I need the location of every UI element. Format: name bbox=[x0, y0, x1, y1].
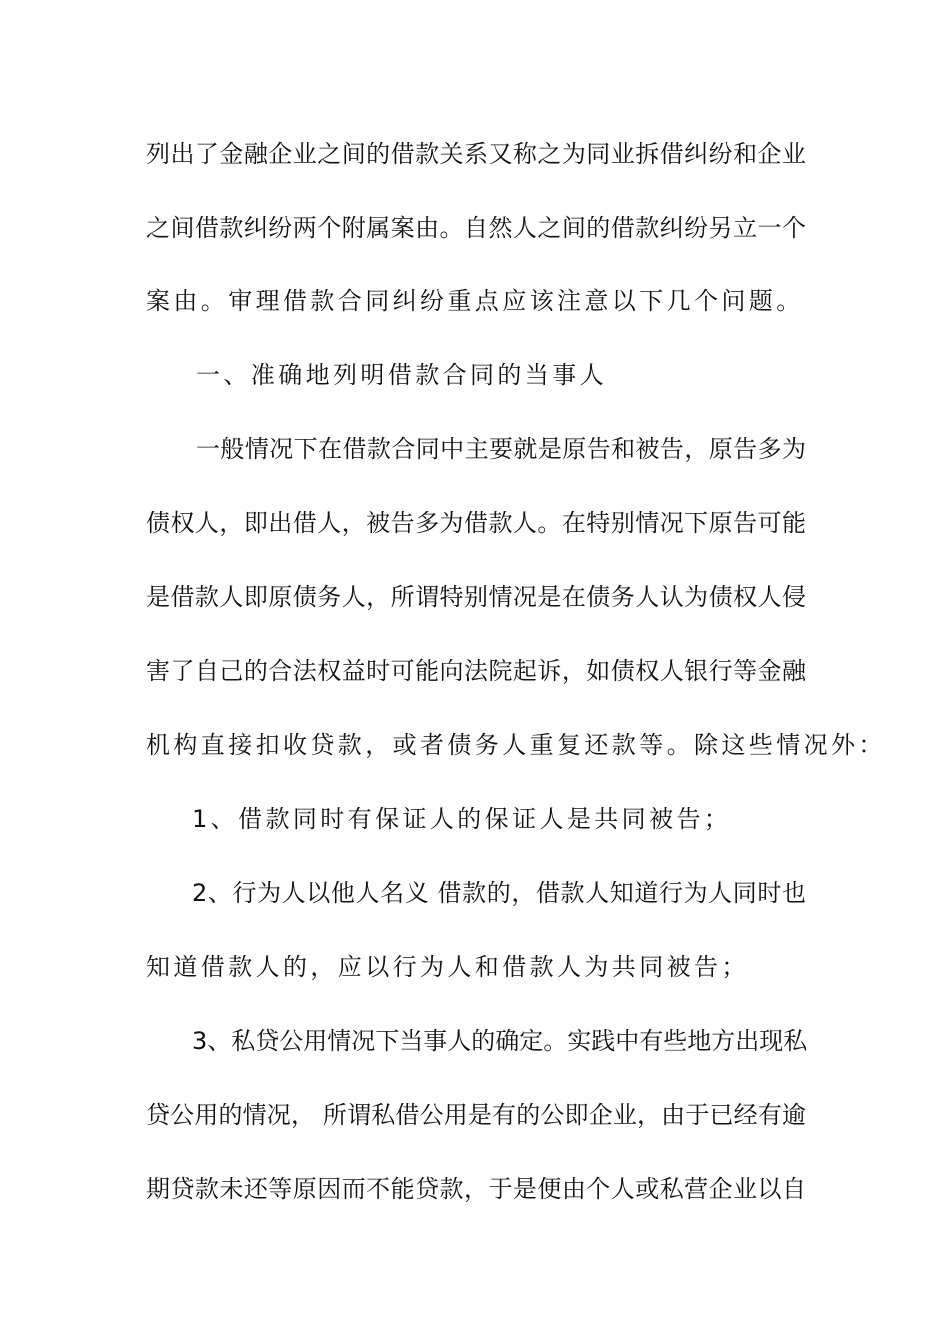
list-item-2: 2、行为人以他人名义 借款的，借款人知道行为人同时也 bbox=[192, 879, 806, 907]
text-line-3: 案由。审理借款合同纠纷重点应该注意以下几个问题。 bbox=[146, 287, 804, 315]
list-item-3: 3、私贷公用情况下当事人的确定。实践中有些地方出现私 bbox=[192, 1027, 808, 1055]
text-line-1: 列出了金融企业之间的借款关系又称之为同业拆借纠纷和企业 bbox=[146, 140, 806, 168]
text-line-8: 害了自己的合法权益时可能向法院起诉，如债权人银行等金融 bbox=[146, 657, 806, 685]
text-line-6: 债权人，即出借人，被告多为借款人。在特别情况下原告可能 bbox=[146, 509, 806, 537]
text-line-15: 期贷款未还等原因而不能贷款，于是便由个人或私营企业以自 bbox=[146, 1175, 806, 1203]
section-heading: 一、准确地列明借款合同的当事人 bbox=[196, 361, 607, 389]
list-item-1: 1、借款同时有保证人的保证人是共同被告； bbox=[192, 805, 732, 833]
text-line-5: 一般情况下在借款合同中主要就是原告和被告，原告多为 bbox=[196, 435, 806, 463]
text-line-7: 是借款人即原债务人，所谓特别情况是在债务人认为债权人侵 bbox=[146, 583, 806, 611]
text-line-2: 之间借款纠纷两个附属案由。自然人之间的借款纠纷另立一个 bbox=[146, 214, 806, 242]
text-line-14: 贷公用的情况， 所谓私借公用是有的公即企业，由于已经有逾 bbox=[146, 1101, 806, 1129]
text-line-9: 机构直接扣收贷款，或者债务人重复还款等。除这些情况外： bbox=[146, 731, 886, 759]
list-item-2-continued: 知道借款人的，应以行为人和借款人为共同被告； bbox=[146, 953, 749, 981]
